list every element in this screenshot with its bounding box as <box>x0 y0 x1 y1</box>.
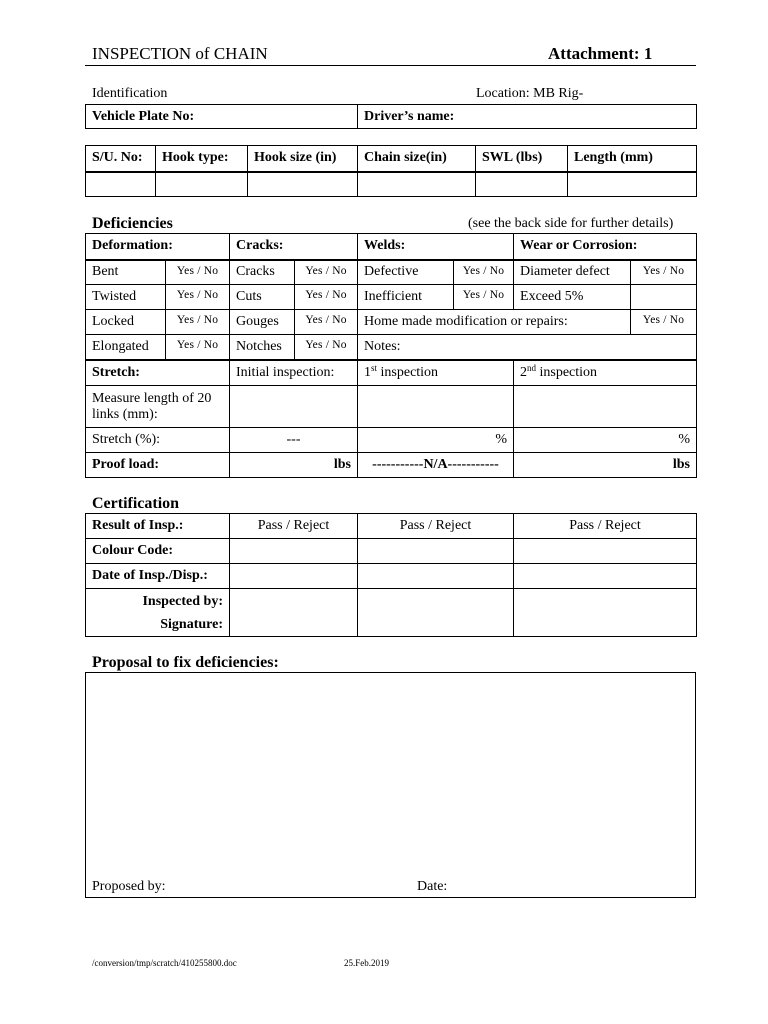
length-header: Length (mm) <box>568 146 697 172</box>
deficiencies-table <box>85 233 697 360</box>
hook-size-header: Hook size (in) <box>248 146 358 172</box>
inspected-by-label: Inspected by: <box>142 593 223 609</box>
certification-heading: Certification <box>92 495 180 512</box>
colour-code-second-field[interactable] <box>514 539 697 564</box>
second-sup: nd <box>527 363 536 373</box>
proposal-box[interactable] <box>85 672 696 898</box>
identification-table <box>85 104 697 129</box>
proposal-heading: Proposal to fix deficiencies: <box>92 654 279 671</box>
deformation-header: Deformation: <box>86 234 230 260</box>
gouges-yes-no[interactable]: Yes / No <box>295 310 358 335</box>
welds-defective: Defective <box>358 260 454 285</box>
deformation-elongated: Elongated <box>86 335 166 360</box>
stretch-table <box>85 360 697 478</box>
date-first-field[interactable] <box>358 564 514 589</box>
welds-inefficient: Inefficient <box>358 285 454 310</box>
inspected-by-signature-label <box>86 589 230 637</box>
date-insp-label: Date of Insp./Disp.: <box>86 564 230 589</box>
su-no-field[interactable] <box>86 172 156 197</box>
inefficient-yes-no[interactable]: Yes / No <box>454 285 514 310</box>
driver-name-field[interactable]: Driver’s name: <box>358 105 697 129</box>
deformation-bent: Bent <box>86 260 166 285</box>
measure-first-field[interactable] <box>358 386 514 428</box>
colour-code-label: Colour Code: <box>86 539 230 564</box>
swl-header: SWL (lbs) <box>476 146 568 172</box>
wear-exceed-5: Exceed 5% <box>514 285 631 310</box>
su-no-header: S/U. No: <box>86 146 156 172</box>
vehicle-plate-field[interactable]: Vehicle Plate No: <box>86 105 358 129</box>
twisted-yes-no[interactable]: Yes / No <box>166 285 230 310</box>
second-rest: inspection <box>536 365 598 380</box>
date-initial-field[interactable] <box>230 564 358 589</box>
chain-size-header: Chain size(in) <box>358 146 476 172</box>
signature-label: Signature: <box>160 616 223 632</box>
proposal-date-label: Date: <box>417 879 448 894</box>
length-field[interactable] <box>568 172 697 197</box>
bent-yes-no[interactable]: Yes / No <box>166 260 230 285</box>
proof-load-first-na: -----------N/A----------- <box>358 453 514 478</box>
date-second-field[interactable] <box>514 564 697 589</box>
cuts-yes-no[interactable]: Yes / No <box>295 285 358 310</box>
notches-yes-no[interactable]: Yes / No <box>295 335 358 360</box>
cracks-notches: Notches <box>230 335 295 360</box>
measure-second-field[interactable] <box>514 386 697 428</box>
location-label: Location: MB Rig- <box>476 86 584 101</box>
stretch-first-percent[interactable]: % <box>358 428 514 453</box>
first-rest: inspection <box>377 365 439 380</box>
document-title: INSPECTION of CHAIN <box>92 44 268 63</box>
attachment-label: Attachment: 1 <box>548 44 653 63</box>
chain-size-field[interactable] <box>358 172 476 197</box>
hook-size-field[interactable] <box>248 172 358 197</box>
wear-header: Wear or Corrosion: <box>514 234 697 260</box>
first-inspection-header <box>358 361 514 386</box>
signature-second-field[interactable] <box>514 589 697 637</box>
chain-specs-table <box>85 145 697 197</box>
diameter-defect-yes-no[interactable]: Yes / No <box>631 260 697 285</box>
identification-label: Identification <box>92 86 168 101</box>
initial-inspection-header: Initial inspection: <box>230 361 358 386</box>
home-made-yes-no[interactable]: Yes / No <box>631 310 697 335</box>
cracks-cracks: Cracks <box>230 260 295 285</box>
proof-load-second-lbs[interactable]: lbs <box>514 453 697 478</box>
first-num: 1 <box>364 365 371 380</box>
second-inspection-header <box>514 361 697 386</box>
cracks-header: Cracks: <box>230 234 358 260</box>
signature-first-field[interactable] <box>358 589 514 637</box>
notes-field[interactable]: Notes: <box>358 335 697 360</box>
home-made-label: Home made modification or repairs: <box>358 310 631 335</box>
result-second-pass-reject[interactable]: Pass / Reject <box>514 514 697 539</box>
stretch-second-percent[interactable]: % <box>514 428 697 453</box>
welds-header: Welds: <box>358 234 514 260</box>
proof-load-initial-lbs[interactable]: lbs <box>230 453 358 478</box>
cracks-gouges: Gouges <box>230 310 295 335</box>
second-num: 2 <box>520 365 527 380</box>
deformation-locked: Locked <box>86 310 166 335</box>
colour-code-initial-field[interactable] <box>230 539 358 564</box>
exceed-5-empty[interactable] <box>631 285 697 310</box>
proposed-by-label: Proposed by: <box>92 879 166 894</box>
first-sup: st <box>371 363 378 373</box>
deficiencies-note: (see the back side for further details) <box>468 216 674 231</box>
wear-diameter-defect: Diameter defect <box>514 260 631 285</box>
footer-file-path: /conversion/tmp/scratch/410255800.doc <box>92 958 237 968</box>
hook-type-header: Hook type: <box>156 146 248 172</box>
measure-length-label: Measure length of 20 links (mm): <box>86 386 230 428</box>
header-rule <box>85 65 696 66</box>
certification-table <box>85 513 697 637</box>
deficiencies-heading: Deficiencies <box>92 215 173 232</box>
locked-yes-no[interactable]: Yes / No <box>166 310 230 335</box>
result-initial-pass-reject[interactable]: Pass / Reject <box>230 514 358 539</box>
footer-date: 25.Feb.2019 <box>344 958 389 968</box>
cracks-yes-no[interactable]: Yes / No <box>295 260 358 285</box>
deformation-twisted: Twisted <box>86 285 166 310</box>
result-first-pass-reject[interactable]: Pass / Reject <box>358 514 514 539</box>
measure-initial-field[interactable] <box>230 386 358 428</box>
result-label: Result of Insp.: <box>86 514 230 539</box>
stretch-initial-dashes: --- <box>230 428 358 453</box>
defective-yes-no[interactable]: Yes / No <box>454 260 514 285</box>
elongated-yes-no[interactable]: Yes / No <box>166 335 230 360</box>
swl-field[interactable] <box>476 172 568 197</box>
stretch-label: Stretch: <box>86 361 230 386</box>
proof-load-label: Proof load: <box>86 453 230 478</box>
signature-initial-field[interactable] <box>230 589 358 637</box>
cracks-cuts: Cuts <box>230 285 295 310</box>
hook-type-field[interactable] <box>156 172 248 197</box>
colour-code-first-field[interactable] <box>358 539 514 564</box>
stretch-pct-label: Stretch (%): <box>86 428 230 453</box>
